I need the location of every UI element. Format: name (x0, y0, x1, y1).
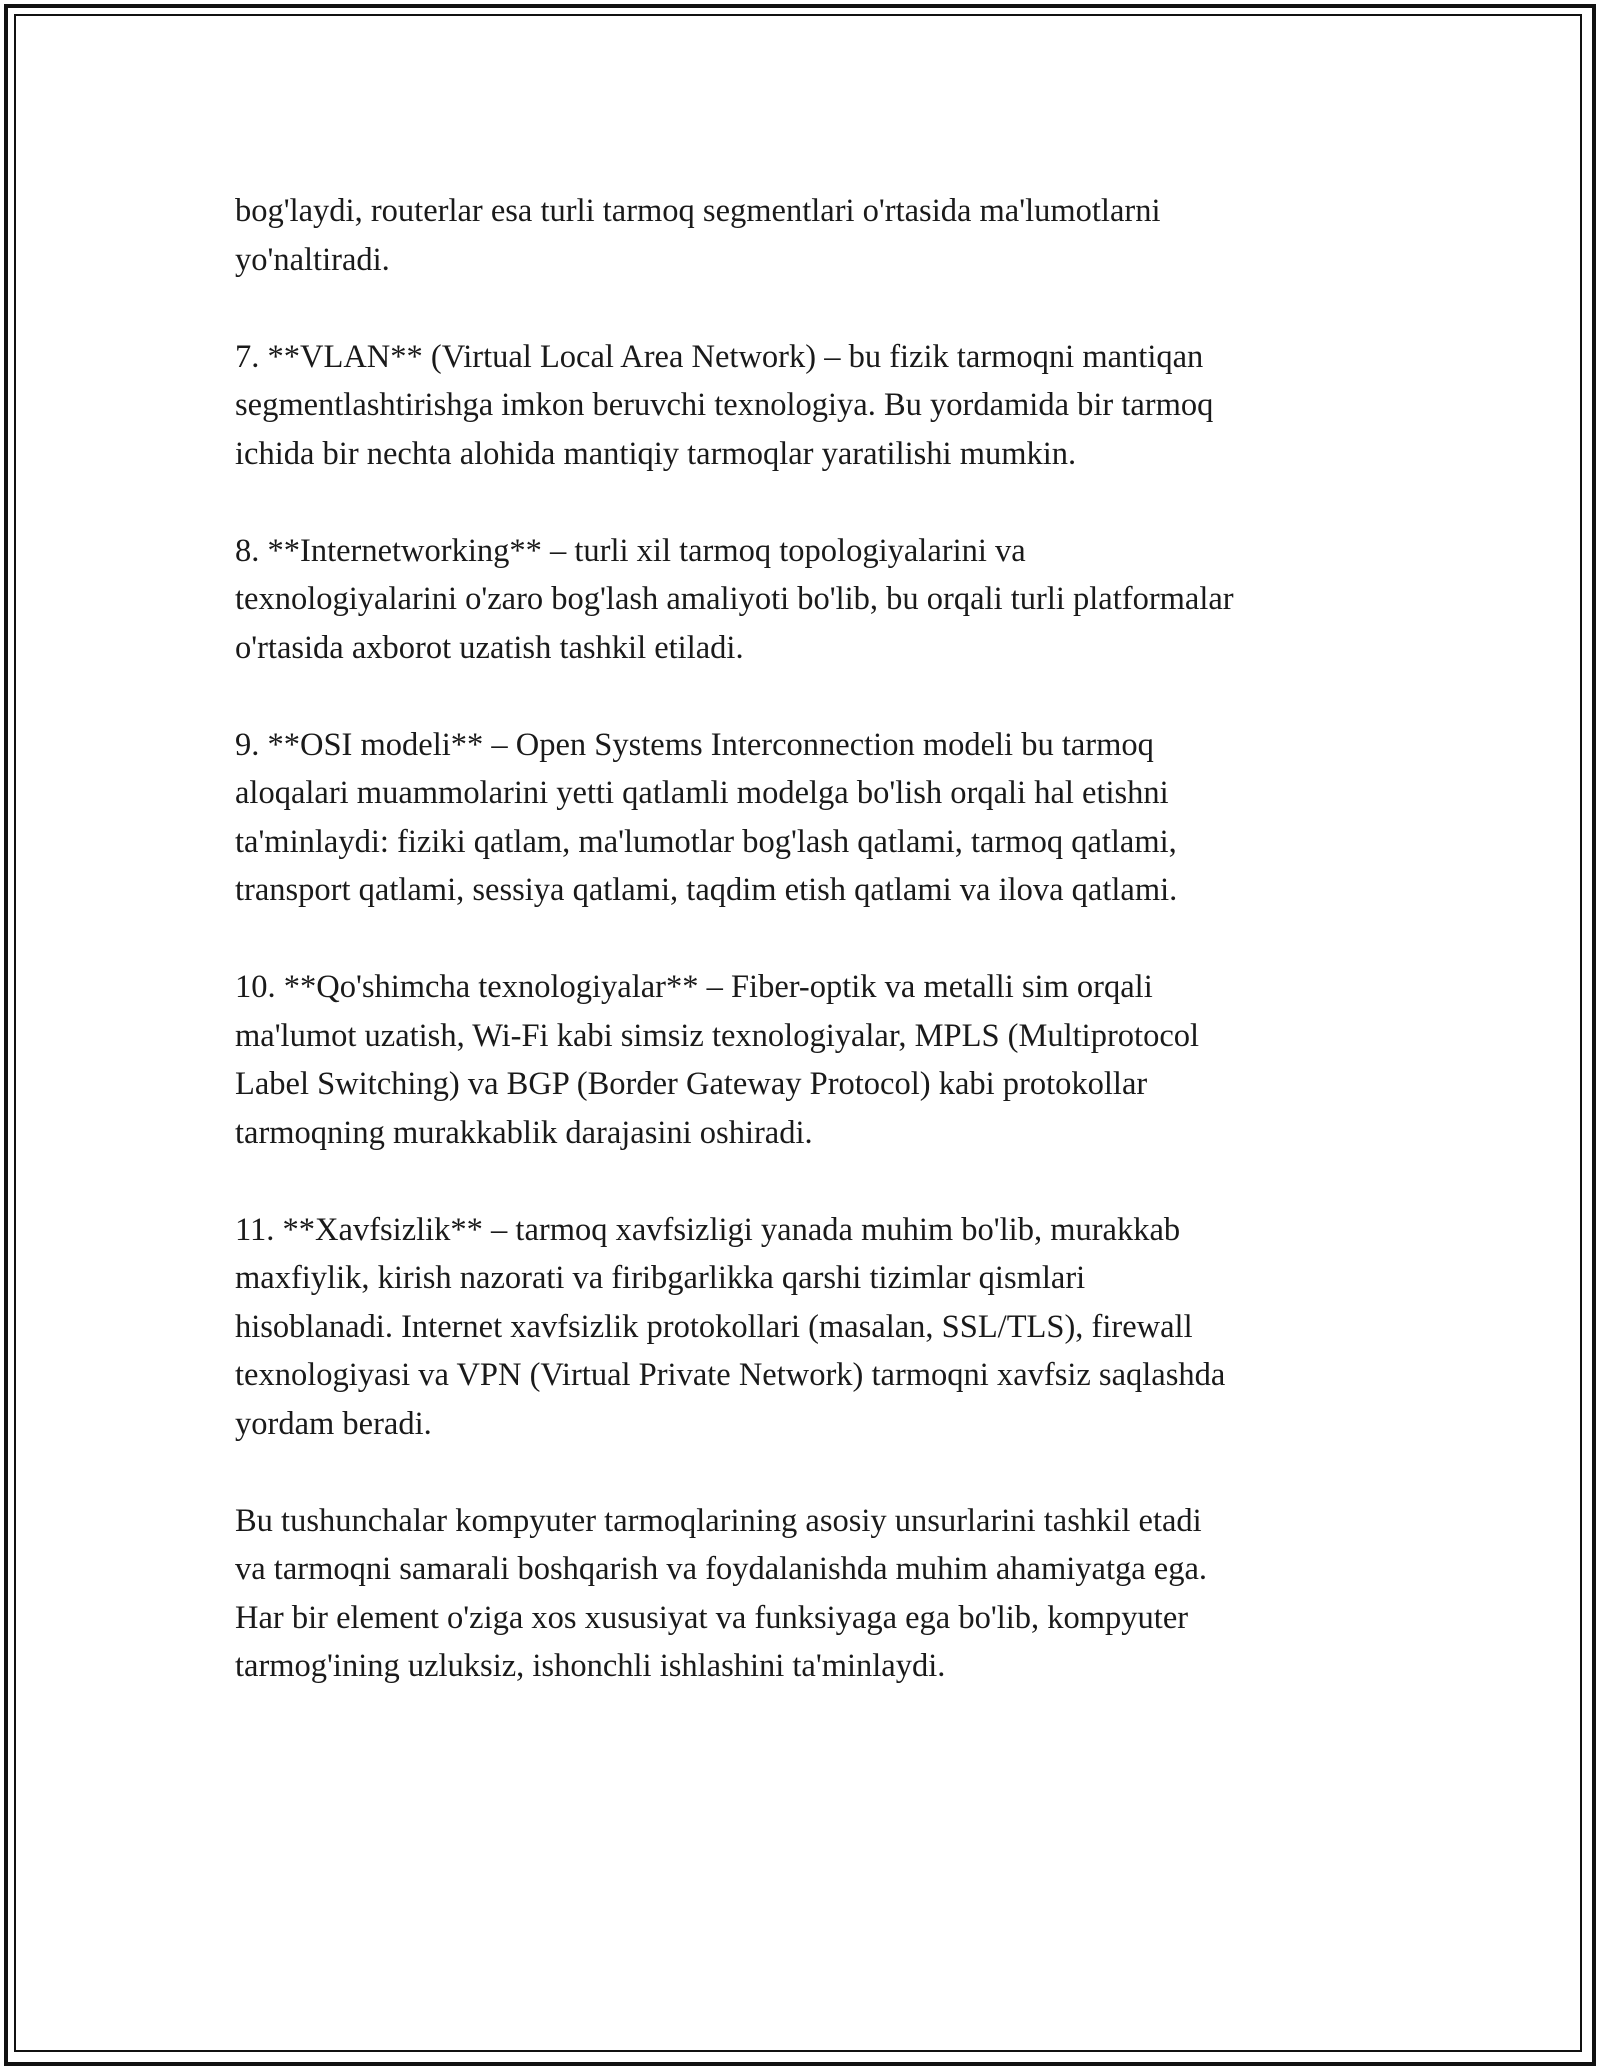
paragraph-continuation: bog'laydi, routerlar esa turli tarmoq segmentlari o'rtasida ma'lumotlarni yo'naltiradi. (235, 193, 1161, 278)
paragraph-vlan: 7. **VLAN** (Virtual Local Area Network) – bu fizik tarmoqni mantiqan segmentlashtirishga imkon beruvchi texnologiya. Bu yordamida bir tarmoq ichida bir nechta alohida mantiqiy tarmoqlar yaratilishi mumkin. (235, 338, 1214, 472)
paragraph-internetworking: 8. **Internetworking** – turli xil tarmoq topologiyalarini va texnologiyalarini o'zaro bog'lash amaliyoti bo'lib, bu orqali turli platformalar o'rtasida axborot uzatish tashkil etiladi. (235, 532, 1234, 666)
paragraph-osi-model: 9. **OSI modeli** – Open Systems Interconnection modeli bu tarmoq aloqalari muammolarini yetti qatlamli modelga bo'lish orqali hal etishni ta'minlaydi: fiziki qatlam, ma'lumotlar bog'lash qatlami, tarmoq qatlami, transport qatlami, sessiya qatlami, taqdim etish qatlami va ilova qatlami. (235, 726, 1178, 908)
document-body (235, 187, 1415, 1739)
paragraph-security: 11. **Xavfsizlik** – tarmoq xavfsizligi yanada muhim bo'lib, murakkab maxfiylik, kirish nazorati va firibgarlikka qarshi tizimlar qismlari hisoblanadi. Internet xavfsizlik protokollari (masalan, SSL/TLS), firewall texnologiyasi va VPN (Virtual Private Network) tarmoqni xavfsiz saqlashda yordam beradi. (235, 1211, 1226, 1442)
paragraph-additional-technologies: 10. **Qo'shimcha texnologiyalar** – Fiber-optik va metalli sim orqali ma'lumot uzatish, Wi-Fi kabi simsiz texnologiyalar, MPLS (Multiprotocol Label Switching) va BGP (Border Gateway Protocol) kabi protokollar tarmoqning murakkablik darajasini oshiradi. (235, 969, 1200, 1151)
paragraph-conclusion: Bu tushunchalar kompyuter tarmoqlarining asosiy unsurlarini tashkil etadi va tarmoqni samarali boshqarish va foydalanishda muhim ahamiyatga ega. Har bir element o'ziga xos xususiyat va funksiyaga ega bo'lib, kompyuter tarmog'ining uzluksiz, ishonchli ishlashini ta'minlaydi. (235, 1502, 1208, 1684)
